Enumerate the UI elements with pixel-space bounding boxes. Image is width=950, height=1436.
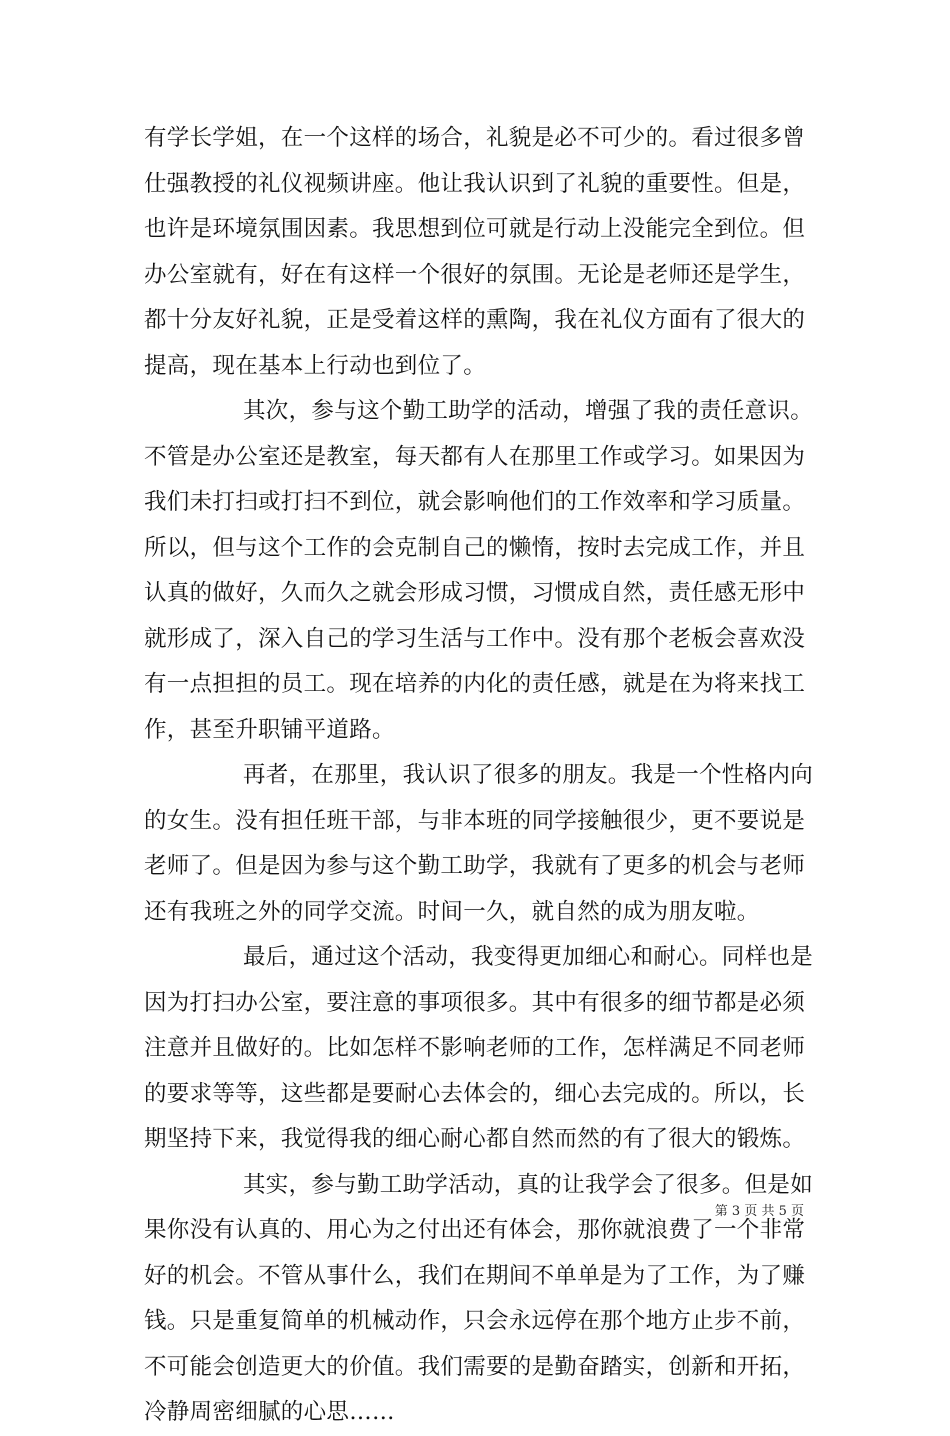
text-line: 不可能会创造更大的价值。我们需要的是勤奋踏实，创新和开拓， bbox=[144, 1353, 806, 1380]
text-line: 的女生。没有担任班干部，与非本班的同学接触很少，更不要说是 bbox=[144, 807, 806, 834]
text-line: 因为打扫办公室，要注意的事项很多。其中有很多的细节都是必须 bbox=[144, 989, 806, 1016]
text-line: 果你没有认真的、用心为之付出还有体会，那你就浪费了一个非常 bbox=[144, 1217, 806, 1243]
document-body bbox=[144, 116, 812, 1436]
text-line: 好的机会。不管从事什么，我们在期间不单单是为了工作，为了赚 bbox=[144, 1262, 806, 1289]
text-line: 仕强教授的礼仪视频讲座。他让我认识到了礼貌的重要性。但是， bbox=[144, 170, 806, 197]
text-line: 都十分友好礼貌，正是受着这样的熏陶，我在礼仪方面有了很大的 bbox=[144, 307, 806, 333]
text-line: 提高，现在基本上行动也到位了。 bbox=[144, 352, 487, 379]
text-line: 有一点担担的员工。现在培养的内化的责任感，就是在为将来找工 bbox=[144, 671, 806, 697]
text-line: 也许是环境氛围因素。我思想到位可就是行动上没能完全到位。但 bbox=[144, 216, 806, 242]
text-line: 我们未打扫或打扫不到位，就会影响他们的工作效率和学习质量。 bbox=[144, 489, 806, 515]
text-line: 还有我班之外的同学交流。时间一久，就自然的成为朋友啦。 bbox=[144, 898, 760, 925]
paragraph-first-line: 再者，在那里，我认识了很多的朋友。我是一个性格内向 bbox=[243, 762, 814, 788]
text-line: 作，甚至升职铺平道路。 bbox=[144, 716, 395, 743]
text-line: 不管是办公室还是教室，每天都有人在那里工作或学习。如果因为 bbox=[144, 443, 806, 470]
text-line: 有学长学姐，在一个这样的场合，礼貌是必不可少的。看过很多曾 bbox=[144, 125, 806, 151]
paragraph-first-line: 最后，通过这个活动，我变得更加细心和耐心。同样也是 bbox=[243, 944, 814, 970]
text-line: 老师了。但是因为参与这个勤工助学，我就有了更多的机会与老师 bbox=[144, 853, 806, 879]
text-line: 认真的做好，久而久之就会形成习惯，习惯成自然，责任感无形中 bbox=[144, 580, 806, 606]
paragraph-first-line: 其次，参与这个勤工助学的活动，增强了我的责任意识。 bbox=[243, 398, 814, 424]
text-line: 注意并且做好的。比如怎样不影响老师的工作，怎样满足不同老师 bbox=[144, 1035, 806, 1061]
text-line: 就形成了，深入自己的学习生活与工作中。没有那个老板会喜欢没 bbox=[144, 625, 806, 652]
text-line: 办公室就有，好在有这样一个很好的氛围。无论是老师还是学生， bbox=[144, 261, 806, 288]
text-line: 钱。只是重复简单的机械动作，只会永远停在那个地方止步不前， bbox=[144, 1308, 806, 1334]
text-line: 的要求等等，这些都是要耐心去体会的，细心去完成的。所以，长 bbox=[144, 1080, 806, 1107]
text-line: 所以，但与这个工作的会克制自己的懒惰，按时去完成工作，并且 bbox=[144, 534, 806, 561]
text-line: 期坚持下来，我觉得我的细心耐心都自然而然的有了很大的锻炼。 bbox=[144, 1126, 806, 1152]
page-footer: 第 3 页 共 5 页 bbox=[714, 1204, 804, 1219]
paragraph-first-line: 其实，参与勤工助学活动，真的让我学会了很多。但是如 bbox=[243, 1171, 814, 1198]
text-line: 冷静周密细腻的心思…… bbox=[144, 1399, 395, 1425]
